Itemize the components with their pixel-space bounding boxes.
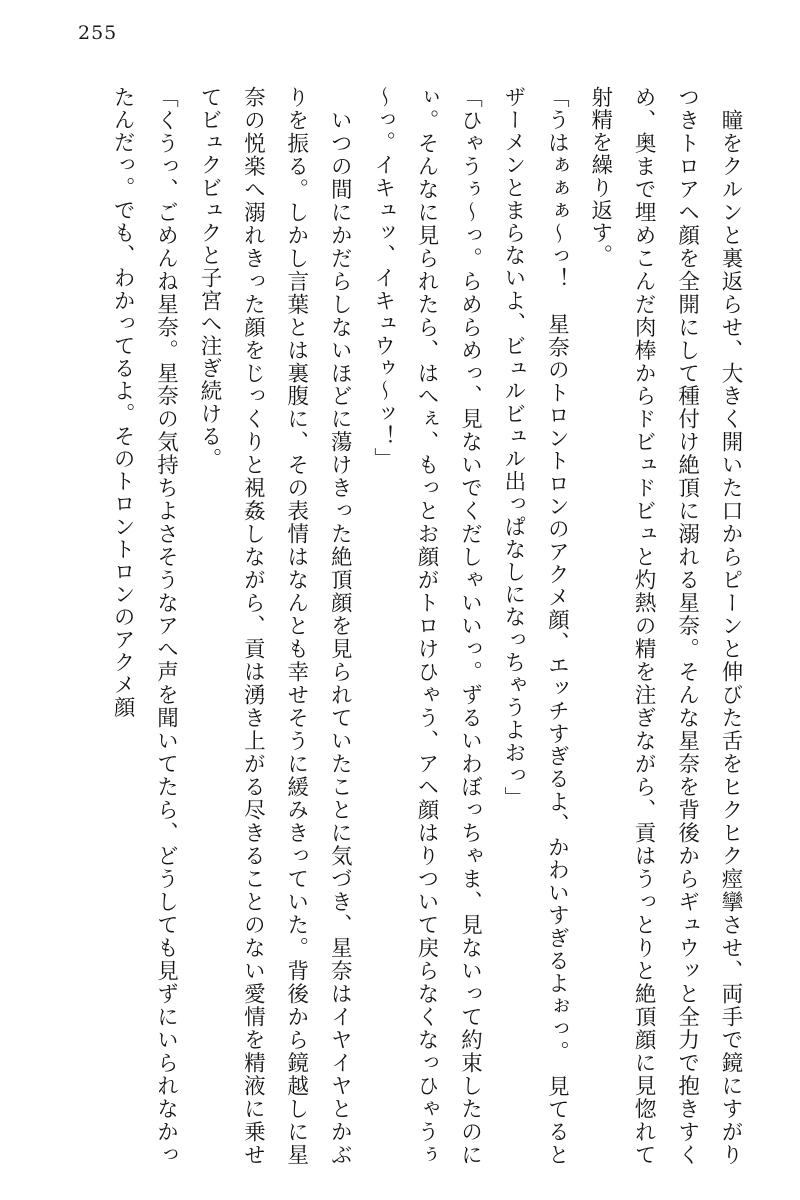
paragraph: 瞳をクルンと裏返らせ、大きく開いた口からピーンと伸びた舌をヒクヒク痙攣させ、両手で鏡にすがりつきトロアヘ顔を全開にして種付け絶頂に溺れる星奈。そんな星奈を背後からギュウッと全力で抱きすくめ、奥まで埋めこんだ肉棒からドビュドビュと灼熱の精を注ぎながら、貢はうっとりと絶頂顔に見惚れて射精を繰り返す。 bbox=[587, 86, 743, 1166]
paragraph: 「ひゃうぅ～っ。らめらめっ、見ないでくだしゃいいっ。ずるいわぼっちゃま、見ないって約束したのにぃ。そんなに見られたら、はへぇ、もっとお顔がトロけひゃう、アヘ顔はりついて戻らなくなっひゃうぅ～っ。イキュッ、イキュウゥ～ッ！」 bbox=[370, 86, 483, 1166]
paragraph: 「うはぁぁぁ～っ！ 星奈のトロントロンのアクメ顔、エッチすぎるよ、かわいすぎるよぉっ。 見てるとザーメンとまらないよ、ビュルビュル出っぱなしになっちゃうよおっ」 bbox=[500, 86, 570, 1166]
body-text bbox=[52, 86, 752, 1166]
page-number: 255 bbox=[78, 22, 118, 44]
paragraph: いつの間にかだらしないほどに蕩けきった絶頂顔を見られていたことに気づき、星奈はイヤイヤとかぶりを振る。しかし言葉とは裏腹に、その表情はなんとも幸せそうに緩みきっていた。背後から鏡越しに星奈の悦楽へ溺れきった顔をじっくりと視姦しながら、貢は湧き上がる尽きることのない愛情を精液に乗せてビュクビュクと子宮へ注ぎ続ける。 bbox=[196, 86, 353, 1166]
paragraph: 「くうっ、ごめんね星奈。星奈の気持ちよさそうなアへ声を聞いてたら、どうしても見ずにいられなかったんだっ。でも、わかってるよ。そのトロントロンのアクメ顔 bbox=[110, 86, 179, 1166]
